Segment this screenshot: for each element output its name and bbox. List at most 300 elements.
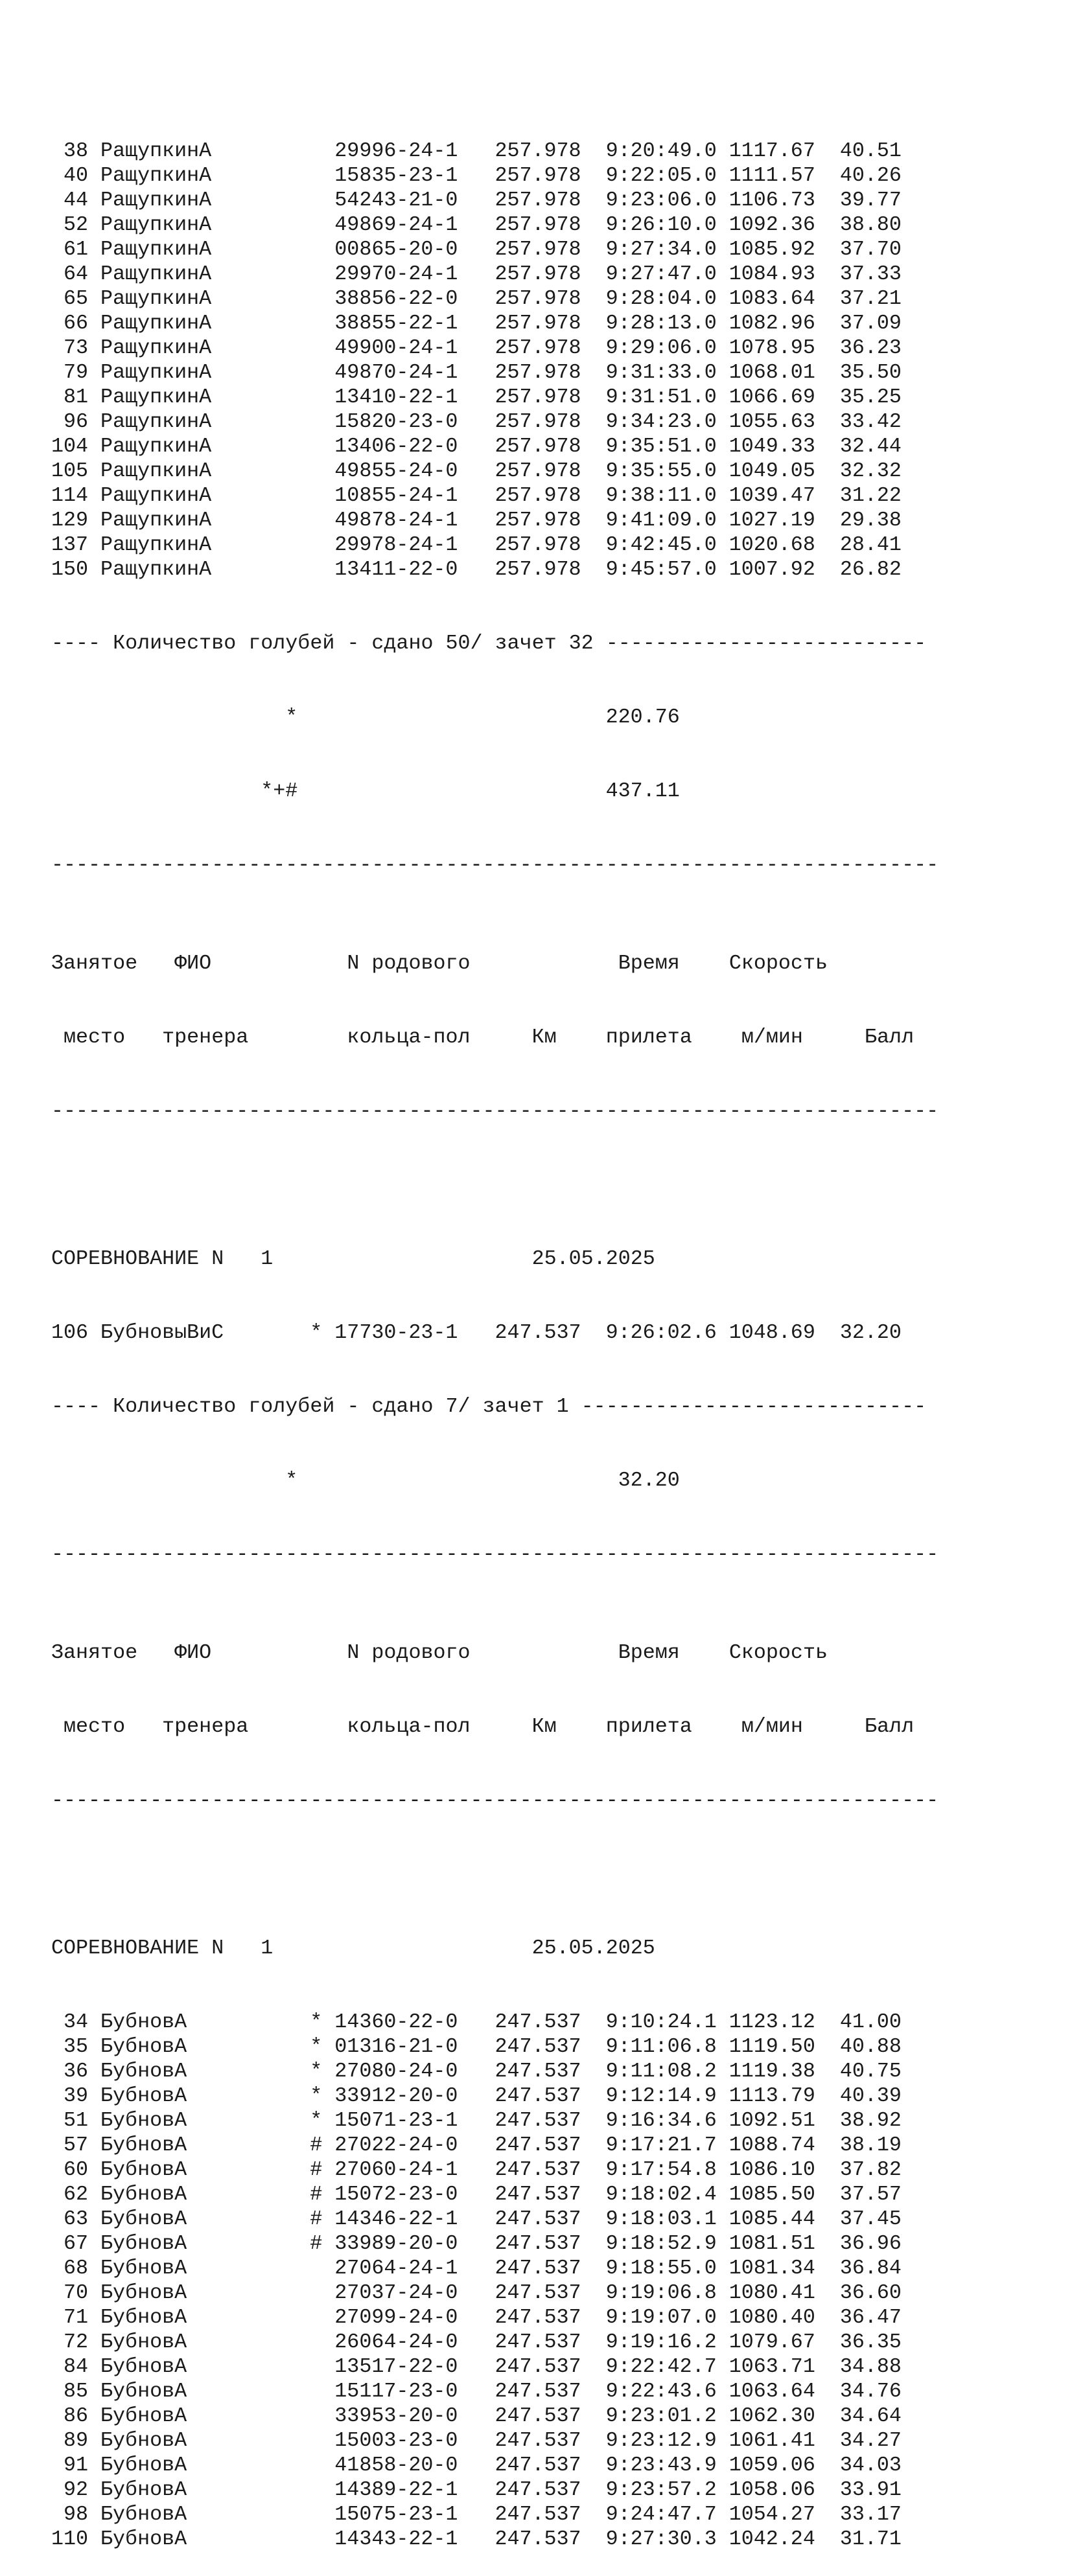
total-value: 220.76 (605, 706, 680, 729)
result-row (51, 2034, 938, 2059)
pigeon-owner-name: РащупкинА (100, 533, 212, 557)
pigeon-owner-name: БубновА (100, 2429, 187, 2452)
score-value: 39.77 (839, 189, 902, 212)
place: 91 (64, 2454, 89, 2477)
ring-number: 49855-24-0 (334, 459, 458, 483)
distance-km: 247.537 (495, 2330, 581, 2354)
distance-km: 257.978 (495, 262, 581, 286)
score-value: 37.21 (839, 287, 902, 310)
speed-value: 1111.57 (728, 164, 815, 187)
pigeon-owner-name: РащупкинА (100, 238, 212, 261)
score-value: 36.60 (839, 2281, 902, 2305)
group3-results (51, 2010, 938, 2551)
distance-km: 247.537 (495, 2109, 581, 2132)
place: 137 (51, 533, 89, 557)
distance-km: 257.978 (495, 213, 581, 236)
place: 65 (64, 287, 89, 310)
place: 68 (64, 2257, 89, 2280)
result-row (51, 2281, 938, 2305)
place: 106 (51, 1321, 89, 1344)
speed-value: 1068.01 (728, 361, 815, 384)
score-value: 29.38 (839, 509, 902, 532)
result-row (51, 483, 938, 508)
ring-number: 15075-23-1 (334, 2503, 458, 2526)
place: 89 (64, 2429, 89, 2452)
pigeon-owner-name: БубновА (100, 2207, 187, 2231)
speed-value: 1062.30 (728, 2404, 815, 2428)
pigeon-owner-name: БубновА (100, 2355, 187, 2378)
distance-km: 257.978 (495, 558, 581, 581)
column-header-line1: Занятое ФИО N родового Время Скорость (51, 952, 828, 975)
arrival-time: 9:27:34.0 (605, 238, 717, 261)
pigeon-owner-name: РащупкинА (100, 262, 212, 286)
speed-value: 1081.51 (728, 2232, 815, 2255)
pigeon-owner-name: БубновА (100, 2281, 187, 2305)
score-value: 37.82 (839, 2158, 902, 2181)
arrival-time: 9:18:52.9 (605, 2232, 717, 2255)
pigeon-owner-name: РащупкинА (100, 558, 212, 581)
speed-value: 1113.79 (728, 2084, 815, 2108)
result-row (51, 2256, 938, 2281)
distance-km: 247.537 (495, 2010, 581, 2034)
speed-value: 1080.40 (728, 2306, 815, 2329)
speed-value: 1048.69 (728, 1321, 815, 1344)
speed-value: 1082.96 (728, 312, 815, 335)
group1-summary: ---- Количество голубей - сдано 50/ зачет 32 -------------------------- (51, 632, 927, 655)
pigeon-owner-name: БубновА (100, 2503, 187, 2526)
place: 114 (51, 484, 89, 507)
speed-value: 1078.95 (728, 336, 815, 360)
place: 52 (64, 213, 89, 236)
result-row (51, 2231, 938, 2256)
pigeon-owner-name: РащупкинА (100, 361, 212, 384)
distance-km: 247.537 (495, 2380, 581, 2403)
speed-value: 1063.64 (728, 2380, 815, 2403)
pigeon-owner-name: РащупкинА (100, 410, 212, 433)
separator-line: ------------------------------------------------------------------------ (51, 1543, 939, 1566)
arrival-time: 9:19:06.8 (605, 2281, 717, 2305)
speed-value: 1123.12 (728, 2010, 815, 2034)
arrival-time: 9:23:06.0 (605, 189, 717, 212)
result-row (51, 2404, 938, 2428)
score-value: 31.71 (839, 2527, 902, 2551)
score-value: 34.88 (839, 2355, 902, 2378)
result-row (51, 385, 938, 409)
pigeon-owner-name: РащупкинА (100, 435, 212, 458)
speed-value: 1119.50 (728, 2035, 815, 2058)
ring-number: 27064-24-1 (334, 2257, 458, 2280)
result-row (51, 2133, 938, 2157)
score-value: 33.42 (839, 410, 902, 433)
pigeon-owner-name: БубновА (100, 2330, 187, 2354)
result-row (51, 508, 938, 533)
competition-heading: СОРЕВНОВАНИЕ N 1 25.05.2025 (51, 1247, 655, 1271)
score-value: 37.09 (839, 312, 902, 335)
ring-number: 13517-22-0 (334, 2355, 458, 2378)
result-row (51, 2108, 938, 2133)
place: 66 (64, 312, 89, 335)
result-row (51, 262, 938, 286)
result-row (51, 2207, 938, 2231)
score-value: 36.23 (839, 336, 902, 360)
distance-km: 247.537 (495, 2257, 581, 2280)
place: 63 (64, 2207, 89, 2231)
arrival-time: 9:22:42.7 (605, 2355, 717, 2378)
result-row (51, 2305, 938, 2330)
ring-number: 00865-20-0 (334, 238, 458, 261)
speed-value: 1042.24 (728, 2527, 815, 2551)
pigeon-owner-name: БубновА (100, 2010, 187, 2034)
place: 64 (64, 262, 89, 286)
distance-km: 257.978 (495, 336, 581, 360)
ring-number: 01316-21-0 (334, 2035, 458, 2058)
arrival-time: 9:28:04.0 (605, 287, 717, 310)
pigeon-owner-name: БубновА (100, 2035, 187, 2058)
score-value: 36.84 (839, 2257, 902, 2280)
place: 96 (64, 410, 89, 433)
place: 51 (64, 2109, 89, 2132)
speed-value: 1027.19 (728, 509, 815, 532)
result-row (51, 2379, 938, 2404)
result-row (51, 2478, 938, 2502)
score-value: 36.35 (839, 2330, 902, 2354)
score-value: 34.03 (839, 2454, 902, 2477)
result-row (51, 286, 938, 311)
speed-value: 1092.36 (728, 213, 815, 236)
score-value: 40.51 (839, 139, 902, 163)
result-row (51, 188, 938, 213)
score-value: 37.33 (839, 262, 902, 286)
arrival-time: 9:28:13.0 (605, 312, 717, 335)
distance-km: 257.978 (495, 385, 581, 409)
speed-value: 1106.73 (728, 189, 815, 212)
arrival-time: 9:23:01.2 (605, 2404, 717, 2428)
score-value: 40.39 (839, 2084, 902, 2108)
column-header-line1: Занятое ФИО N родового Время Скорость (51, 1641, 828, 1664)
arrival-time: 9:45:57.0 (605, 558, 717, 581)
score-value: 34.27 (839, 2429, 902, 2452)
arrival-time: 9:31:33.0 (605, 361, 717, 384)
distance-km: 257.978 (495, 410, 581, 433)
ring-number: 27060-24-1 (334, 2158, 458, 2181)
score-value: 34.76 (839, 2380, 902, 2403)
ring-number: 14346-22-1 (334, 2207, 458, 2231)
pigeon-owner-name: РащупкинА (100, 385, 212, 409)
speed-value: 1080.41 (728, 2281, 815, 2305)
distance-km: 257.978 (495, 189, 581, 212)
place: 40 (64, 164, 89, 187)
place: 86 (64, 2404, 89, 2428)
distance-km: 257.978 (495, 435, 581, 458)
pigeon-owner-name: БубновА (100, 2454, 187, 2477)
ring-number: 10855-24-1 (334, 484, 458, 507)
result-row (51, 2010, 938, 2034)
arrival-time: 9:10:24.1 (605, 2010, 717, 2034)
ring-number: 27037-24-0 (334, 2281, 458, 2305)
place: 98 (64, 2503, 89, 2526)
pigeon-owner-name: БубновА (100, 2133, 187, 2157)
arrival-time: 9:34:23.0 (605, 410, 717, 433)
results-report (51, 65, 938, 2576)
distance-km: 247.537 (495, 2404, 581, 2428)
competition-heading: СОРЕВНОВАНИЕ N 1 25.05.2025 (51, 1937, 655, 1960)
result-row (51, 434, 938, 459)
score-value: 34.64 (839, 2404, 902, 2428)
ring-number: 33989-20-0 (334, 2232, 458, 2255)
place: 36 (64, 2060, 89, 2083)
arrival-time: 9:23:57.2 (605, 2478, 717, 2501)
result-row (51, 2330, 938, 2354)
pigeon-owner-name: РащупкинА (100, 189, 212, 212)
score-value: 28.41 (839, 533, 902, 557)
separator-line: ------------------------------------------------------------------------ (51, 1789, 939, 1812)
speed-value: 1119.38 (728, 2060, 815, 2083)
speed-value: 1117.67 (728, 139, 815, 163)
flag-mark: * (310, 2084, 323, 2108)
arrival-time: 9:18:55.0 (605, 2257, 717, 2280)
pigeon-owner-name: РащупкинА (100, 509, 212, 532)
speed-value: 1020.68 (728, 533, 815, 557)
distance-km: 247.537 (495, 2429, 581, 2452)
ring-number: 38856-22-0 (334, 287, 458, 310)
speed-value: 1084.93 (728, 262, 815, 286)
arrival-time: 9:19:07.0 (605, 2306, 717, 2329)
score-value: 40.75 (839, 2060, 902, 2083)
distance-km: 247.537 (495, 2306, 581, 2329)
pigeon-owner-name: БубновА (100, 2109, 187, 2132)
ring-number: 15072-23-0 (334, 2183, 458, 2206)
result-row (51, 311, 938, 336)
score-value: 35.25 (839, 385, 902, 409)
result-row (51, 2453, 938, 2478)
distance-km: 257.978 (495, 238, 581, 261)
total-value: 437.11 (605, 779, 680, 803)
distance-km: 247.537 (495, 2232, 581, 2255)
place: 73 (64, 336, 89, 360)
distance-km: 247.537 (495, 2503, 581, 2526)
score-value: 37.70 (839, 238, 902, 261)
score-value: 35.50 (839, 361, 902, 384)
ring-number: 15003-23-0 (334, 2429, 458, 2452)
ring-number: 15071-23-1 (334, 2109, 458, 2132)
ring-number: 33912-20-0 (334, 2084, 458, 2108)
arrival-time: 9:27:30.3 (605, 2527, 717, 2551)
result-row (51, 2059, 938, 2084)
score-value: 26.82 (839, 558, 902, 581)
result-row (51, 2084, 938, 2108)
arrival-time: 9:20:49.0 (605, 139, 717, 163)
ring-number: 17730-23-1 (334, 1321, 458, 1344)
score-value: 36.47 (839, 2306, 902, 2329)
result-row (51, 2182, 938, 2207)
distance-km: 247.537 (495, 2478, 581, 2501)
distance-km: 247.537 (495, 2183, 581, 2206)
pigeon-owner-name: РащупкинА (100, 164, 212, 187)
flag-mark: * (310, 2109, 323, 2132)
place: 105 (51, 459, 89, 483)
arrival-time: 9:42:45.0 (605, 533, 717, 557)
speed-value: 1085.92 (728, 238, 815, 261)
ring-number: 15820-23-0 (334, 410, 458, 433)
pigeon-owner-name: БубновА (100, 2380, 187, 2403)
place: 67 (64, 2232, 89, 2255)
pigeon-owner-name: БубновА (100, 2232, 187, 2255)
arrival-time: 9:16:34.6 (605, 2109, 717, 2132)
pigeon-owner-name: БубновА (100, 2060, 187, 2083)
distance-km: 247.537 (495, 2133, 581, 2157)
place: 129 (51, 509, 89, 532)
result-row (51, 409, 938, 434)
flag-mark: # (310, 2183, 323, 2206)
speed-value: 1086.10 (728, 2158, 815, 2181)
pigeon-owner-name: БубновыВиС (100, 1321, 224, 1344)
speed-value: 1059.06 (728, 2454, 815, 2477)
place: 60 (64, 2158, 89, 2181)
separator-line: ------------------------------------------------------------------------ (51, 1099, 939, 1123)
arrival-time: 9:35:51.0 (605, 435, 717, 458)
result-row (51, 2428, 938, 2453)
arrival-time: 9:22:05.0 (605, 164, 717, 187)
score-value: 40.26 (839, 164, 902, 187)
pigeon-owner-name: РащупкинА (100, 312, 212, 335)
score-value: 38.19 (839, 2133, 902, 2157)
ring-number: 13411-22-0 (334, 558, 458, 581)
speed-value: 1085.44 (728, 2207, 815, 2231)
ring-number: 15835-23-1 (334, 164, 458, 187)
pigeon-owner-name: БубновА (100, 2158, 187, 2181)
ring-number: 13406-22-0 (334, 435, 458, 458)
place: 35 (64, 2035, 89, 2058)
speed-value: 1063.71 (728, 2355, 815, 2378)
distance-km: 247.537 (495, 2527, 581, 2551)
place: 38 (64, 139, 89, 163)
group2-results (51, 1320, 938, 1345)
arrival-time: 9:12:14.9 (605, 2084, 717, 2108)
place: 85 (64, 2380, 89, 2403)
result-row (51, 237, 938, 262)
pigeon-owner-name: БубновА (100, 2527, 187, 2551)
score-value: 38.92 (839, 2109, 902, 2132)
distance-km: 257.978 (495, 139, 581, 163)
ring-number: 14360-22-0 (334, 2010, 458, 2034)
ring-number: 49878-24-1 (334, 509, 458, 532)
place: 62 (64, 2183, 89, 2206)
result-row (51, 533, 938, 557)
arrival-time: 9:27:47.0 (605, 262, 717, 286)
pigeon-owner-name: БубновА (100, 2257, 187, 2280)
place: 39 (64, 2084, 89, 2108)
speed-value: 1088.74 (728, 2133, 815, 2157)
arrival-time: 9:18:03.1 (605, 2207, 717, 2231)
ring-number: 54243-21-0 (334, 189, 458, 212)
flag-mark: # (310, 2207, 323, 2231)
result-row (51, 2502, 938, 2527)
flag-mark: # (310, 2232, 323, 2255)
ring-number: 29996-24-1 (334, 139, 458, 163)
place: 72 (64, 2330, 89, 2354)
place: 70 (64, 2281, 89, 2305)
ring-number: 26064-24-0 (334, 2330, 458, 2354)
score-value: 32.44 (839, 435, 902, 458)
arrival-time: 9:17:21.7 (605, 2133, 717, 2157)
ring-number: 41858-20-0 (334, 2454, 458, 2477)
flag-mark: # (310, 2133, 323, 2157)
group2-total-row (51, 1468, 938, 1493)
arrival-time: 9:26:02.6 (605, 1321, 717, 1344)
result-row (51, 139, 938, 163)
result-row (51, 459, 938, 483)
distance-km: 247.537 (495, 2035, 581, 2058)
distance-km: 247.537 (495, 2158, 581, 2181)
column-header-line2: место тренера кольца-пол Км прилета м/мин Балл (51, 1715, 915, 1738)
score-value: 41.00 (839, 2010, 902, 2034)
flag-mark: * (310, 2010, 323, 2034)
distance-km: 247.537 (495, 2281, 581, 2305)
pigeon-owner-name: БубновА (100, 2478, 187, 2501)
distance-km: 257.978 (495, 459, 581, 483)
distance-km: 257.978 (495, 484, 581, 507)
place: 71 (64, 2306, 89, 2329)
ring-number: 33953-20-0 (334, 2404, 458, 2428)
total-mark: * (285, 706, 298, 729)
distance-km: 257.978 (495, 287, 581, 310)
ring-number: 29978-24-1 (334, 533, 458, 557)
total-mark: * (285, 1469, 298, 1492)
score-value: 38.80 (839, 213, 902, 236)
arrival-time: 9:23:12.9 (605, 2429, 717, 2452)
distance-km: 247.537 (495, 2207, 581, 2231)
group1-total-row (51, 779, 938, 803)
distance-km: 247.537 (495, 1321, 581, 1344)
place: 150 (51, 558, 89, 581)
arrival-time: 9:29:06.0 (605, 336, 717, 360)
arrival-time: 9:22:43.6 (605, 2380, 717, 2403)
distance-km: 257.978 (495, 361, 581, 384)
arrival-time: 9:38:11.0 (605, 484, 717, 507)
ring-number: 49869-24-1 (334, 213, 458, 236)
group1-total-row (51, 705, 938, 730)
place: 81 (64, 385, 89, 409)
speed-value: 1049.05 (728, 459, 815, 483)
speed-value: 1058.06 (728, 2478, 815, 2501)
column-header-line2: место тренера кольца-пол Км прилета м/мин Балл (51, 1026, 915, 1049)
flag-mark: # (310, 2158, 323, 2181)
place: 104 (51, 435, 89, 458)
ring-number: 27099-24-0 (334, 2306, 458, 2329)
group2-summary: ---- Количество голубей - сдано 7/ зачет 1 ---------------------------- (51, 1395, 927, 1418)
speed-value: 1049.33 (728, 435, 815, 458)
distance-km: 247.537 (495, 2454, 581, 2477)
ring-number: 29970-24-1 (334, 262, 458, 286)
ring-number: 38855-22-1 (334, 312, 458, 335)
result-row (51, 2527, 938, 2551)
flag-mark: * (310, 1321, 323, 1344)
pigeon-owner-name: РащупкинА (100, 287, 212, 310)
score-value: 40.88 (839, 2035, 902, 2058)
pigeon-owner-name: РащупкинА (100, 484, 212, 507)
speed-value: 1055.63 (728, 410, 815, 433)
score-value: 31.22 (839, 484, 902, 507)
speed-value: 1007.92 (728, 558, 815, 581)
ring-number: 49900-24-1 (334, 336, 458, 360)
result-row (51, 2157, 938, 2182)
place: 34 (64, 2010, 89, 2034)
ring-number: 14389-22-1 (334, 2478, 458, 2501)
score-value: 37.45 (839, 2207, 902, 2231)
distance-km: 257.978 (495, 533, 581, 557)
result-row (51, 336, 938, 360)
speed-value: 1054.27 (728, 2503, 815, 2526)
